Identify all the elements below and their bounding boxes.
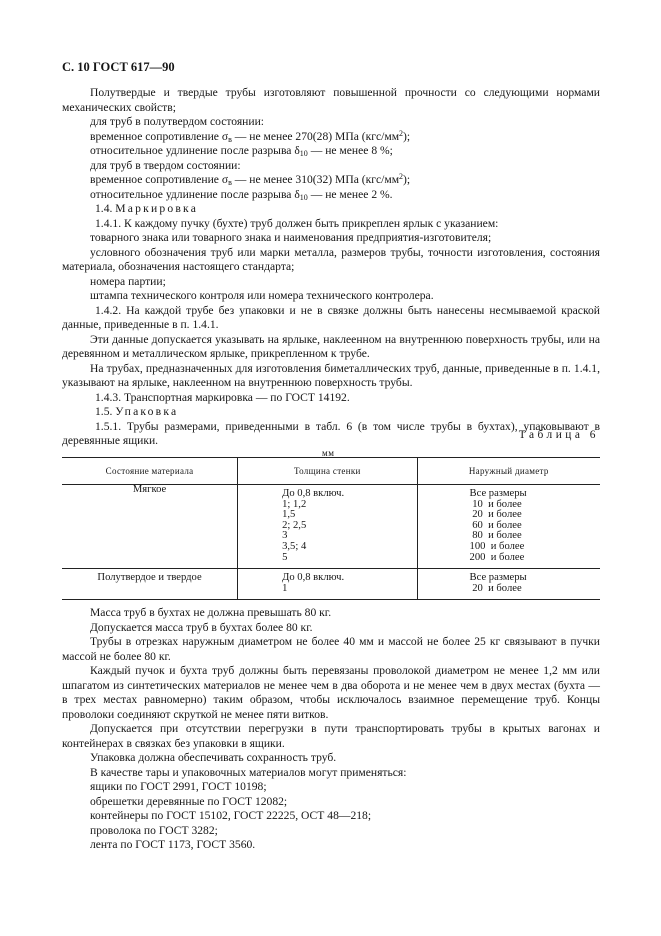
thickness-value: 3 <box>282 530 288 542</box>
row-state: Полутвердое и твердое <box>62 569 238 600</box>
list-item: ящики по ГОСТ 2991, ГОСТ 10198; <box>90 780 267 793</box>
thickness-value: До 0,8 включ. <box>282 572 345 584</box>
thickness-value: 2; 2,5 <box>282 519 307 531</box>
clause-1-4-1: 1.4.1. К каждому пучку (бухте) труб должен быть прикреплен ярлык с указанием: <box>95 216 499 230</box>
list-item: обрешетки деревянные по ГОСТ 12082; <box>90 794 288 808</box>
clause-1-5-1: 1.5.1. Трубы размерами, приведенными в табл. 6 (в том числе трубы в бухтах), упаковывают в деревянные ящики. <box>62 419 600 447</box>
semi-hard-strength: временное сопротивление $\sigma_в$ — не менее 270(28) МПа $(кгс/мм^2)$; <box>90 128 411 144</box>
marking-item: условного обозначения труб или марки металла, размеров трубы, точности изготовления, состояния материала, обозначения настоящего стандарта; <box>62 245 600 273</box>
semi-hard-elongation: относительное удлинение после разрыва $\delta_{10}$ — не менее 8 %; <box>90 144 393 158</box>
after-paragraph: В качестве тары и упаковочных материалов могут применяться: <box>90 765 407 779</box>
page-header: С. 10 ГОСТ 617—90 <box>62 60 175 74</box>
row-state: Мягкое <box>132 484 167 495</box>
marking-bimetal-paragraph: На трубах, предназначенных для изготовления биметаллических труб, данные, приведенные в п. 1.4.1, указывают на ярлыке, наклеенном на внутреннюю поверхность трубы. <box>62 361 600 389</box>
list-item: контейнеры по ГОСТ 15102, ГОСТ 22225, ОСТ 48—218; <box>90 809 372 822</box>
list-item: проволока по ГОСТ 3282; <box>90 823 218 837</box>
semi-hard-title: для труб в полутвердом состоянии: <box>90 115 265 128</box>
thickness-value: 1; 1,2 <box>282 498 307 510</box>
intro-block <box>62 86 600 449</box>
row-diameter <box>417 569 600 600</box>
section-marking-heading: 1.4. Маркировка <box>95 202 199 215</box>
after-paragraph: Каждый пучок и бухта труб должны быть перевязаны проволокой диаметром не менее 1,2 мм или шпагатом из синтетических материалов не менее чем в два оборота и не менее чем в двух местах (бухта — в трех местах равномерно) таким образом, чтобы исключалось взаимное перемещение труб. Концы проволоки соединяют скруткой не менее пяти витков. <box>62 664 600 721</box>
table-row <box>62 485 600 569</box>
marking-item: штампа технического контроля или номера технического контролера. <box>90 289 434 302</box>
after-paragraph: Масса труб в бухтах не должна превышать 80 кг. <box>90 606 332 619</box>
diameter-value: 60 и более <box>469 519 522 531</box>
section-packing-heading: 1.5. Упаковка <box>95 405 179 418</box>
thickness-value: 3,5; 4 <box>282 540 307 552</box>
thickness-value: 1,5 <box>282 509 296 521</box>
diameter-value: 10 и более <box>469 498 522 510</box>
diameter-value: 100 и более <box>469 540 525 552</box>
hard-title: для труб в твердом состоянии: <box>90 158 241 172</box>
header-thickness: Толщина стенки <box>238 458 417 485</box>
thickness-value: 5 <box>282 551 288 563</box>
table-header-row <box>62 458 600 485</box>
hard-strength: временное сопротивление $\sigma_в$ — не менее 310(32) МПа $(кгс/мм^2)$; <box>90 172 411 187</box>
marking-item: товарного знака или товарного знака и наименования предприятия-изготовителя; <box>90 231 492 244</box>
intro-paragraph: Полутвердые и твердые трубы изготовляют повышенной прочности со следующими нормами механических свойств; <box>62 86 600 114</box>
clause-1-4-2: 1.4.2. На каждой трубе без упаковки и не в связке должны быть нанесены несмываемой краской данные, приведенные в п. 1.4.1. <box>62 303 600 331</box>
header-state: Состояние материала <box>62 458 238 485</box>
row-thickness <box>238 485 417 569</box>
after-paragraph: Допускается масса труб в бухтах более 80 кг. <box>90 620 313 634</box>
hard-elongation: относительное удлинение после разрыва $\delta_{10}$ — не менее 2 %. <box>90 187 393 202</box>
row-diameter <box>417 485 600 569</box>
table-unit: мм <box>322 448 335 458</box>
thickness-value: 1 <box>282 582 288 594</box>
diameter-value: 200 и более <box>469 551 525 563</box>
header-diameter: Наружный диаметр <box>417 458 600 485</box>
after-paragraph: Допускается при отсутствии перегрузки в пути транспортировать трубы в крытых вагонах и контейнерах в связках без упаковки в ящики. <box>62 722 600 750</box>
after-table-block <box>62 606 600 853</box>
table-row <box>62 569 600 600</box>
table-6 <box>62 457 600 600</box>
after-paragraph: Упаковка должна обеспечивать сохранность труб. <box>90 751 337 764</box>
list-item: лента по ГОСТ 1173, ГОСТ 3560. <box>90 838 256 851</box>
diameter-value: 20 и более <box>469 509 522 521</box>
row-thickness <box>238 569 417 600</box>
marking-item: номера партии; <box>90 274 166 288</box>
marking-allow-paragraph: Эти данные допускается указывать на ярлыке, наклеенном на внутреннюю поверхность трубы, или на деревянном и металлическом ярлыке, прикрепленном к трубе. <box>62 332 600 360</box>
diameter-value: 20 и более <box>469 582 522 594</box>
clause-1-4-3: 1.4.3. Транспортная маркировка — по ГОСТ 14192. <box>95 390 350 404</box>
diameter-value: 80 и более <box>469 530 522 542</box>
after-paragraph: Трубы в отрезках наружным диаметром не более 40 мм и массой не более 25 кг связывают в пучки массой не более 80 кг. <box>62 635 600 663</box>
diameter-value: Все размеры <box>469 488 527 499</box>
thickness-value: До 0,8 включ. <box>282 488 345 499</box>
table-caption: Таблица 6 <box>518 429 599 441</box>
diameter-value: Все размеры <box>469 572 527 584</box>
